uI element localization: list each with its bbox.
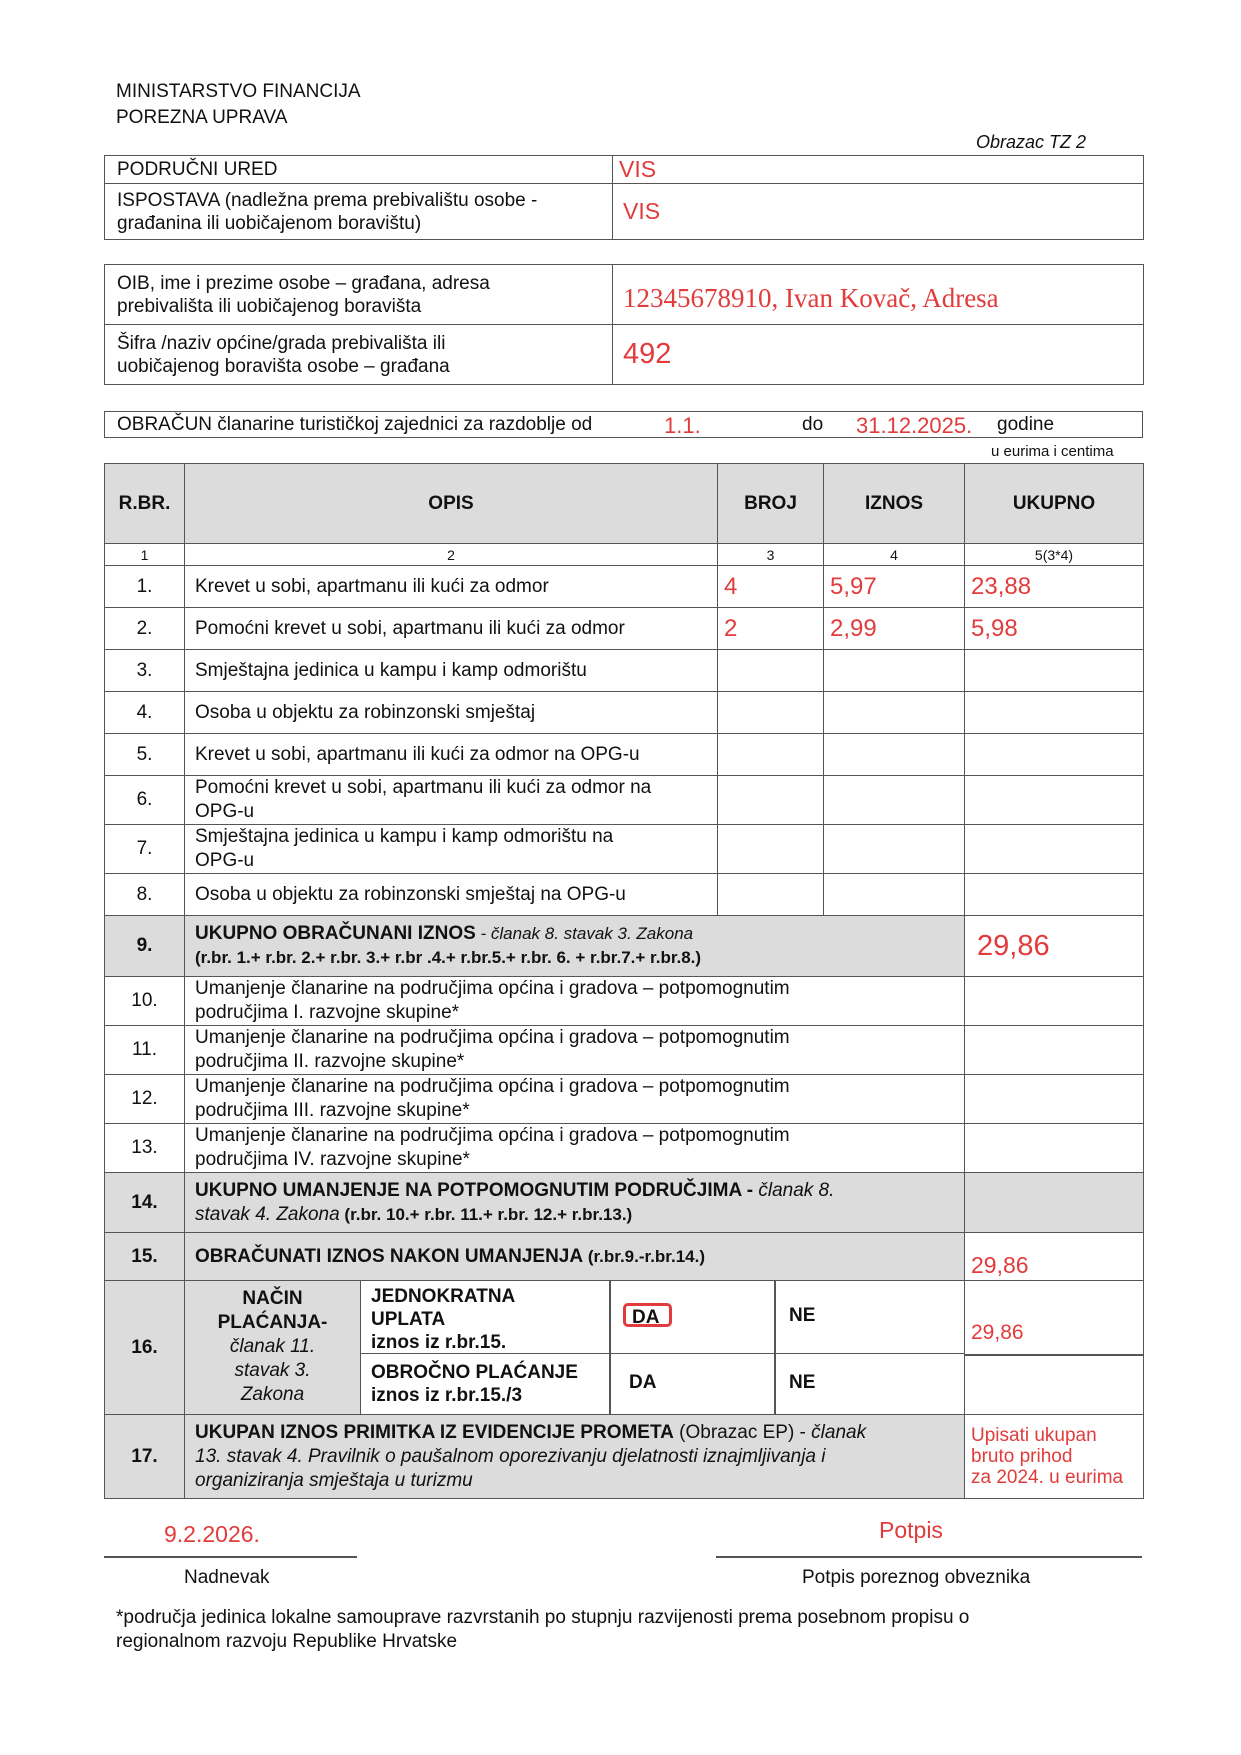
signature-line [716, 1556, 1142, 1558]
header-broj: BROJ [718, 464, 824, 544]
payment-method-label: NAČIN PLAĆANJA- članak 11. stavak 3. Zakona [185, 1281, 361, 1414]
ukupno-value: 5,98 [965, 608, 1144, 650]
office-table [104, 155, 1144, 240]
ured-value: VIS [613, 156, 1144, 184]
period-to: 31.12.2025. [856, 413, 973, 438]
period-box [104, 411, 1143, 438]
form-code: Obrazac TZ 2 [976, 132, 1087, 152]
tax-office-name: POREZNA UPRAVA [116, 107, 288, 128]
table-row: 8. Osoba u objektu za robinzonski smještaj na OPG-u [105, 874, 1144, 916]
iznos-value: 5,97 [824, 566, 965, 608]
footnote: *područja jedinica lokalne samouprave razvrstanih po stupnju razvijenosti prema posebnom propisu o regionalnom razvoju Republike Hrvatske [116, 1607, 970, 1652]
table-row: 13. Umanjenje članarine na područjima općina i gradova – potpomognutim područjima IV. razvojne skupine* [105, 1124, 1144, 1173]
header-ukupno: UKUPNO [965, 464, 1144, 544]
table-row: 6. Pomoćni krevet u sobi, apartmanu ili kući za odmor na OPG-u [105, 776, 1144, 825]
row-17-note: Upisati ukupan bruto prihod za 2024. u eurima [965, 1415, 1144, 1499]
broj-value: 4 [718, 566, 824, 608]
ministry-name: MINISTARSTVO FINANCIJA [116, 81, 361, 102]
period-do-label: do [802, 414, 824, 435]
period-label: OBRAČUN članarine turističkoj zajednici za razdoblje od [117, 414, 593, 435]
table-row: 5. Krevet u sobi, apartmanu ili kući za odmor na OPG-u [105, 734, 1144, 776]
table-row: 7. Smještajna jedinica u kampu i kamp odmorištu na OPG-u [105, 825, 1144, 874]
signature-label: Potpis poreznog obveznika [802, 1567, 1031, 1588]
oib-value: 12345678910, Ivan Kovač, Adresa [613, 265, 1144, 325]
row-9-value: 29,86 [965, 916, 1144, 977]
header-iznos: IZNOS [824, 464, 965, 544]
table-row: 1. Krevet u sobi, apartmanu ili kući za odmor 4 5,97 23,88 [105, 566, 1144, 608]
currency-note: u eurima i centima [991, 443, 1114, 460]
row-16-payment: 16. NAČIN PLAĆANJA- članak 11. stavak 3. Zakona JEDNOKRATNA UPLATA iznos iz r.br.15. DA NE OBROČNO PLAĆANJE iznos iz r.br.15./3 DA NE 29,86 [105, 1281, 1144, 1415]
person-table [104, 264, 1144, 385]
ispostava-label: ISPOSTAVA (nadležna prema prebivalištu osobe - građanina ili uobičajenom boravištu) [105, 184, 613, 240]
header-rbr: R.BR. [105, 464, 185, 544]
installment-payment-row: OBROČNO PLAĆANJE iznos iz r.br.15./3 DA NE [361, 1354, 965, 1414]
installment-ne-option[interactable]: NE [789, 1372, 816, 1393]
single-payment-row: JEDNOKRATNA UPLATA iznos iz r.br.15. DA NE [361, 1281, 965, 1354]
date-label: Nadnevak [184, 1567, 270, 1588]
single-payment-da-option[interactable]: DA [623, 1303, 672, 1327]
signature-value: Potpis [879, 1517, 943, 1543]
row-16-value: 29,86 [971, 1321, 1024, 1344]
ured-label: PODRUČNI URED [105, 156, 613, 184]
row-15-value: 29,86 [965, 1233, 1144, 1281]
row-9-total: 9. UKUPNO OBRAČUNANI IZNOS - članak 8. stavak 3. Zakona (r.br. 1.+ r.br. 2.+ r.br. 3.+ r.br .4.+ r.br.5.+ r.br. 6. + r.br.7.+ r.br.8.) 29,86 [105, 916, 1144, 977]
date-line [104, 1556, 357, 1558]
period-godine: godine [997, 414, 1055, 435]
oib-label: OIB, ime i prezime osobe – građana, adresa prebivališta ili uobičajenog boravišta [105, 265, 613, 325]
ukupno-value: 23,88 [965, 566, 1144, 608]
table-row: 12. Umanjenje članarine na područjima općina i gradova – potpomognutim područjima III. razvojne skupine* [105, 1075, 1144, 1124]
iznos-value: 2,99 [824, 608, 965, 650]
row-17-turnover: 17. UKUPAN IZNOS PRIMITKA IZ EVIDENCIJE PROMETA (Obrazac EP) - članak 13. stavak 4. Pravilnik o paušalnom oporezivanju djelatnosti iznajmljivanja i organiziranja smještaja u turizmu Upisati ukupan bruto prihod za 2024. u eurima [105, 1415, 1144, 1499]
table-row: 11. Umanjenje članarine na područjima općina i gradova – potpomognutim područjima II. razvojne skupine* [105, 1026, 1144, 1075]
column-numbers-row: 1 2 3 4 5(3*4) [105, 544, 1144, 566]
period-from: 1.1. [664, 413, 701, 438]
header-opis: OPIS [185, 464, 718, 544]
installment-da-option[interactable]: DA [629, 1372, 657, 1393]
row-15-amount: 15. OBRAČUNATI IZNOS NAKON UMANJENJA (r.br.9.-r.br.14.) 29,86 [105, 1233, 1144, 1281]
table-row: 3. Smještajna jedinica u kampu i kamp odmorištu [105, 650, 1144, 692]
sifra-value: 492 [613, 325, 1144, 385]
calculation-table [104, 463, 1144, 1499]
row-14-reduction-total: 14. UKUPNO UMANJENJE NA POTPOMOGNUTIM PODRUČJIMA - članak 8. stavak 4. Zakona (r.br. 10.+ r.br. 11.+ r.br. 12.+ r.br.13.) [105, 1173, 1144, 1233]
table-row: 2. Pomoćni krevet u sobi, apartmanu ili kući za odmor 2 2,99 5,98 [105, 608, 1144, 650]
ispostava-value: VIS [613, 184, 1144, 240]
single-payment-ne-option[interactable]: NE [789, 1305, 816, 1326]
date-value: 9.2.2026. [164, 1521, 260, 1547]
table-row: 10. Umanjenje članarine na područjima općina i gradova – potpomognutim područjima I. razvojne skupine* [105, 977, 1144, 1026]
table-row: 4. Osoba u objektu za robinzonski smještaj [105, 692, 1144, 734]
ministry-header [116, 79, 361, 131]
broj-value: 2 [718, 608, 824, 650]
sifra-label: Šifra /naziv općine/grada prebivališta ili uobičajenog boravišta osobe – građana [105, 325, 613, 385]
